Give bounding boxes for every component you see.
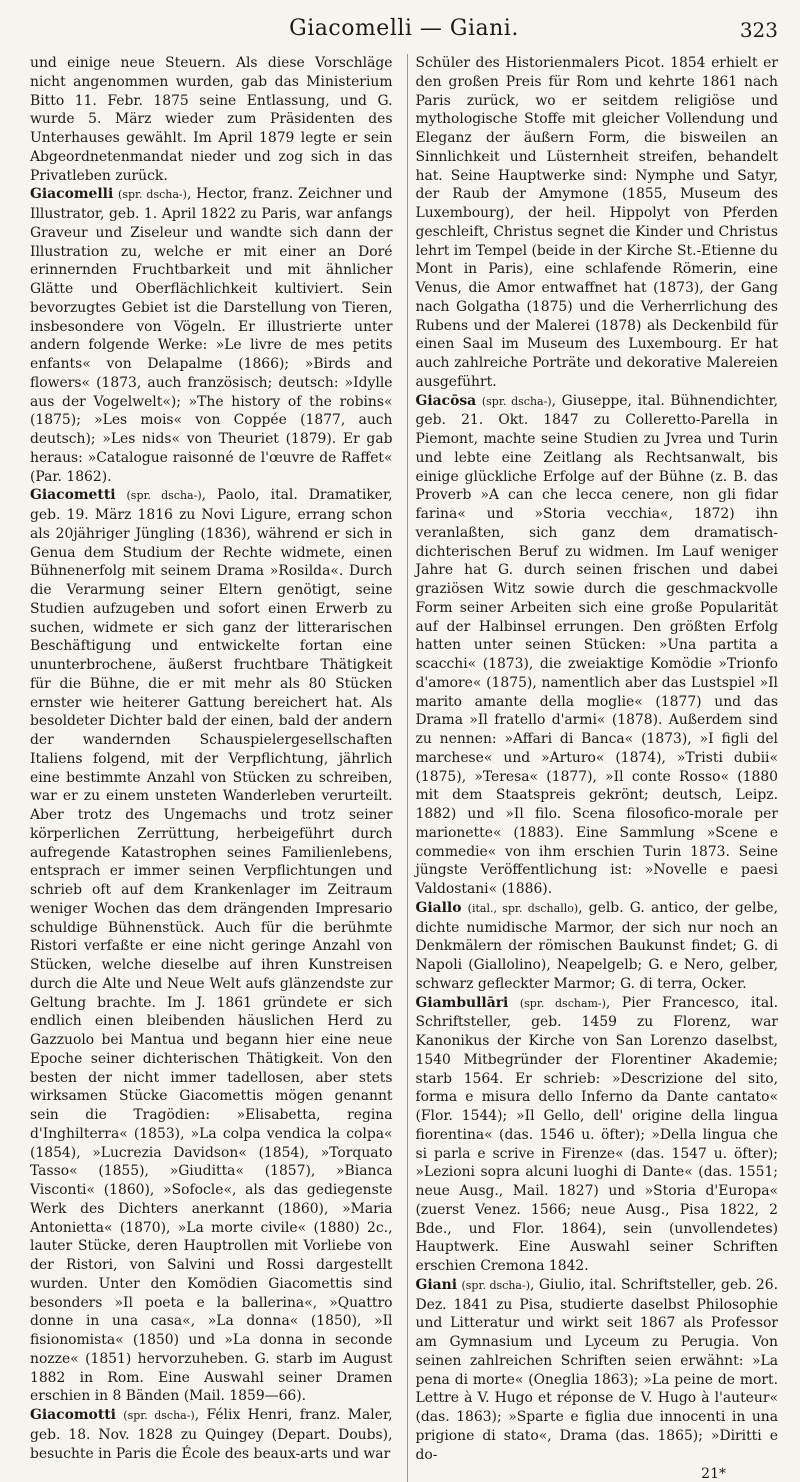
entry-pronunciation: (spr. dscha-): [126, 489, 202, 503]
entry-giambullari: [416, 994, 779, 1276]
entry-pronunciation: (spr. dscha-): [461, 1278, 530, 1292]
continuation-paragraph: und einige neue Steuern. Als diese Vorschläge nicht angenommen wurden, gab das Ministerium Bitto 11. Febr. 1875 seine Entlassung, und G. wurde 5. März wieder zum Präsidenten des Unterhauses gewählt. Im April 1879 legte er sein Abgeordnetenmandat nieder und zog sich in das Privatleben zurück.: [30, 55, 393, 184]
entry-giallo: [416, 899, 779, 994]
page-number: 323: [739, 18, 778, 42]
entry-giacosa: [416, 392, 779, 899]
entry-text: , Félix Henri, franz. Maler, geb. 18. Nov. 1828 zu Quingey (Depart. Doubs), besuchte in Paris die École des beaux-arts und war: [30, 1407, 393, 1462]
right-column: [407, 54, 779, 1482]
text-columns: [30, 54, 778, 1482]
entry-giacomotti: [30, 1406, 393, 1463]
entry-text: , Giuseppe, ital. Bühnendichter, geb. 21. Okt. 1847 zu Colleretto-Parella in Piemont, machte seine Studien zu Jvrea und Turin und lebte eine Zeitlang als Rechtsanwalt, bis einige glückliche Erfolge auf der Bühne (z. B. das Proverb »A can che lecca cenere, non gli fidar farina« und »Storia vecchia«, 1872) ihn veranlaßten, sich ganz dem dramatisch-dichterischen Beruf zu widmen. Im Lauf weniger Jahre hat G. durch seinen frischen und dabei graziösen Witz sowie durch die geschmackvolle Form seiner Arbeiten sich eine große Popularität auf der Halbinsel errungen. Den größten Erfolg hatten unter seinen Stücken: »Una partita a scacchi« (1873), die zweiaktige Komödie »Trionfo d'amore« (1875), namentlich aber das Lustspiel »Il marito amante della moglie« (1877) und das Drama »Il fratello d'armi« (1878). Außerdem sind zu nennen: »Affari di Banca« (1873), »I figli del marchese« und »Arturo« (1874), »Tristi dubii« (1875), »Teresa« (1877), »Il conte Rosso« (1880 mit dem Staatspreis gekrönt; deutsch, Leipz. 1882) und »Il filo. Scena filosofico-morale per marionette« (1883). Eine Sammlung »Scene e commedie« von ihm erschien Turin 1873. Seine jüngste Veröffentlichung ist: »Novelle e paesi Valdostani« (1886).: [415, 392, 778, 897]
entry-pronunciation: (spr. dscham-): [519, 996, 606, 1010]
entry-headword: Giacomotti: [30, 1407, 116, 1423]
entry-giacomelli: [30, 185, 393, 486]
left-column: [30, 54, 393, 1482]
entry-text: , Paolo, ital. Dramatiker, geb. 19. März 1816 zu Novi Ligure, errang schon als 20jähriger Jüngling (1836), während er sich in Genua dem Studium der Rechte widmete, einen Bühnenerfolg mit seinem Drama »Rosilda«. Durch die Verarmung seiner Eltern genötigt, seine Studien aufzugeben und sofort einen Erwerb zu suchen, widmete er sich ganz der litterarischen Beschäftigung und entwickelte fortan eine ununterbrochene, äußerst fruchtbare Thätigkeit für die Bühne, die er mit mehr als 80 Stücken ernster wie heiterer Gattung bereichert hat. Als besoldeter Dichter bald der einen, bald der andern der wandernden Schauspielergesellschaften Italiens folgend, mit der Verpflichtung, jährlich eine bestimmte Anzahl von Stücken zu schreiben, war er zu einem unsteten Wanderleben verurteilt. Aber trotz des Ungemachs und trotz seiner körperlichen Zerrüttung, herbeigeführt durch aufregende Katastrophen seines Familienlebens, entsprach er immer seinen Verpflichtungen und schrieb oft auf dem Krankenlager im Zeitraum weniger Wochen das dem drängenden Impresario schuldige Bühnenstück. Auch für die berühmte Ristori verfaßte er eine nicht geringe Anzahl von Stücken, welche dieselbe auf ihren Kunstreisen durch die Alte und Neue Welt aufs glänzendste zur Geltung brachte. Im J. 1861 gründete er sich endlich einen bleibenden häuslichen Herd zu Gazzuolo bei Mantua und begann hier eine neue Epoche seiner dichterischen Thätigkeit. Von den besten der nicht immer tadellosen, aber stets wirksamen Stücke Giacomettis mögen genannt sein die Tragödien: »Elisabetta, regina d'Inghilterra« (1853), »La colpa vendica la colpa« (1854), »Lucrezia Davidson« (1854), »Torquato Tasso« (1855), »Giuditta« (1857), »Bianca Visconti« (1860), »Sofocle«, als das gediegenste Werk des Dichters anerkannt (1860), »Maria Antonietta« (1870), »La morte civile« (1880) 2c., lauter Stücke, deren Hauptrollen mit Vorliebe von der Ristori, von Salvini und Rossi dargestellt wurden. Unter den Komödien Giacomettis sind besonders »Il poeta e la ballerina«, »Quattro donne in una casa«, »La donna« (1850), »Il fisionomista« (1850) und »La donna in seconde nozze« (1851) hervorzuheben. G. starb im August 1882 in Rom. Eine Auswahl seiner Dramen erschien in 8 Bänden (Mail. 1859—66).: [30, 487, 393, 1405]
entry-headword: Giacōsa: [415, 392, 477, 409]
entry-headword: Giacometti: [30, 487, 116, 504]
entry-text: , Pier Francesco, ital. Schriftsteller, geb. 1459 zu Florenz, war Kanonikus der Kirche von San Lorenzo daselbst, 1540 Mitbegründer der Florentiner Akademie; starb 1564. Er schrieb: »Descrizione del sito, forma e misura dello Inferno da Dante cantato« (Flor. 1544); »Il Gello, dell' origine della lingua fiorentina« (das. 1546 u. öfter); »Della lingua che si parla e scrive in Firenze« (das. 1547 u. öfter); »Lezioni sopra alcuni luoghi di Dante« (das. 1551; neue Ausg., Mail. 1827) und »Storia d'Europa« (zuerst Venez. 1566; neue Ausg., Pisa 1822, 2 Bde., und Flor. 1864), sein (unvollendetes) Hauptwerk. Eine Auswahl seiner Schriften erschien Cremona 1842.: [415, 994, 778, 1274]
printer-signature: 21*: [701, 1466, 726, 1482]
entry-pronunciation: (spr. dscha-): [123, 1409, 195, 1422]
entry-headword: Giambullāri: [415, 994, 509, 1011]
entry-pronunciation: (ital., spr. dschallo): [467, 901, 579, 915]
continuation-paragraph: Schüler des Historienmalers Picot. 1854 erhielt er den großen Preis für Rom und kehrte 1861 nach Paris zurück, wo er seitdem religiöse und mythologische Stoffe mit gleicher Vollendung und Eleganz der äußern Form, die bisweilen an Sinnlichkeit und Lüsternheit streifen, behandelt hat. Seine Hauptwerke sind: Nymphe und Satyr, der Raub der Amymone (1855, Museum des Luxembourg), der heil. Hippolyt von Pferden geschleift, Christus segnet die Kinder und Christus lehrt im Tempel (beide in der Kirche St.-Etienne du Mont in Paris), eine schlafende Römerin, eine Venus, die Amor entwaffnet hat (1873), der Gang nach Golgatha (1875) und die Verherrlichung des Rubens und der Malerei (1878) als Deckenbild für einen Saal im Museum des Luxembourg. Er hat auch zahlreiche Porträte und dekorative Malereien ausgeführt.: [415, 55, 778, 390]
entry-headword: Giani: [415, 1276, 458, 1293]
entry-text: , gelb. G. antico, der gelbe, dichte numidische Marmor, der sich nur noch an Denkmälern der römischen Baukunst findet; G. di Napoli (Giallolino), Neapelgelb; G. e Nero, gelber, schwarz gefleckter Marmor; G. di terra, Ocker.: [415, 899, 778, 992]
entry-pronunciation: (spr. dscha-): [481, 394, 552, 408]
entry-pronunciation: (spr. dscha-): [118, 188, 187, 202]
entry-text: , Hector, franz. Zeichner und Illustrator, geb. 1. April 1822 zu Paris, war anfangs Graveur und Ziseleur und wandte sich dann der Illustration zu, welche er mit einer an Doré erinnernden Fruchtbarkeit und mit ähnlicher Glätte und Oberflächlichkeit kultiviert. Sein bevorzugtes Gebiet ist die Darstellung von Tieren, insbesondere von Vögeln. Er illustrierte unter andern folgende Werke: »Le livre de mes petits enfants« von Delapalme (1866); »Birds and flowers« (1873, auch französisch; deutsch: »Idylle aus der Vogelwelt«); »The history of the robins« (1875); »Les mois« von Coppée (1877, auch deutsch); »Les nids« von Theuriet (1879). Er gab heraus: »Catalogue raisonné de l'œuvre de Raffet« (Par. 1862).: [30, 186, 393, 485]
running-head: Giacomelli — Giani.: [289, 16, 519, 41]
entry-giacometti: [30, 486, 393, 1406]
entry-headword: Giacomelli: [30, 186, 114, 203]
entry-headword: Giallo: [415, 899, 462, 916]
entry-giani: [416, 1276, 779, 1465]
page-header: [30, 14, 778, 54]
entry-text: , Giulio, ital. Schriftsteller, geb. 26. Dez. 1841 zu Pisa, studierte daselbst Philosophie und Litteratur und wirkt seit 1867 als Professor am Gymnasium und Lyceum zu Perugia. Von seinen zahlreichen Schriften seien erwähnt: »La pena di morte« (Oneglia 1863); »La peine de mort. Lettre à V. Hugo et réponse de V. Hugo à l'auteur« (das. 1863); »Sparte e figlia due innocenti in una prigione di stato«, Drama (das. 1865); »Diritti e do-: [415, 1276, 778, 1463]
